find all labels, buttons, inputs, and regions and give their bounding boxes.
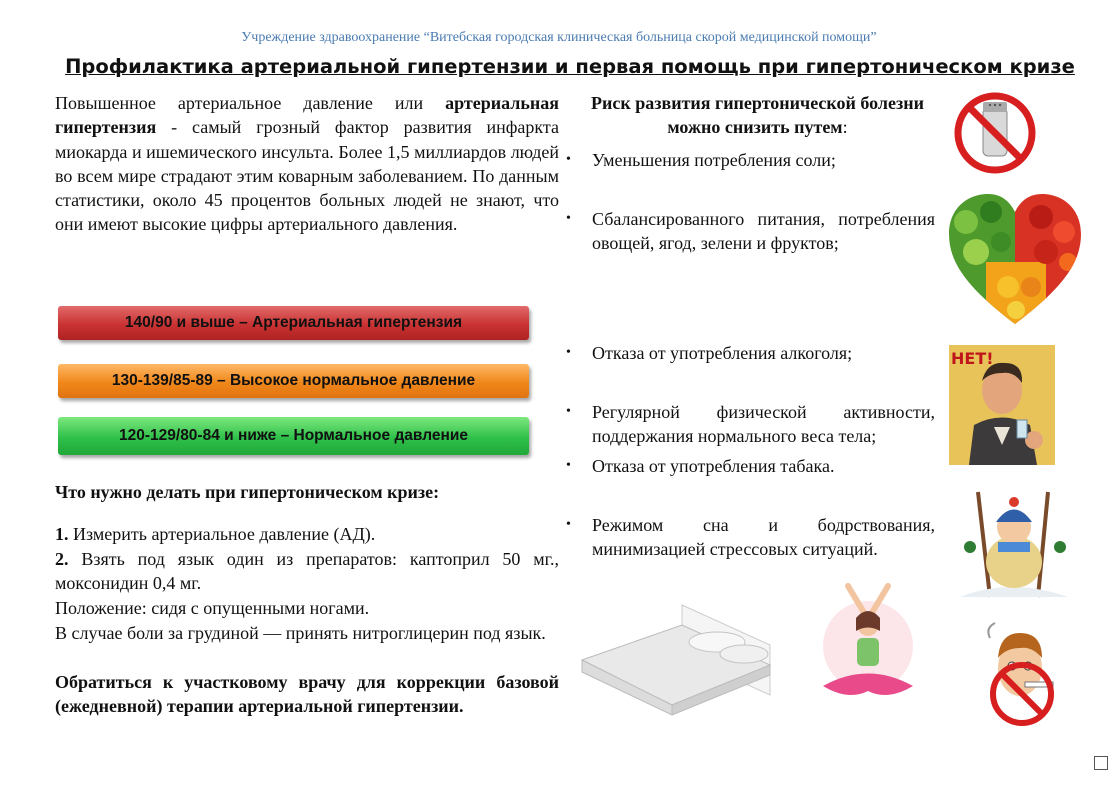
bullet: •	[566, 211, 571, 226]
no-smoking-icon	[970, 618, 1070, 728]
risk-item-text: Режимом сна и бодрствования, минимизацией стрессовых ситуаций.	[592, 515, 935, 560]
pressure-bar-hypertension: 140/90 и выше – Артериальная гипертензия	[58, 306, 529, 340]
step-1-number: 1.	[55, 524, 69, 544]
crisis-step-2	[55, 547, 559, 596]
crisis-heading: Что нужно делать при гипертоническом кризе:	[55, 482, 440, 502]
intro-part2: - самый грозный фактор развития инфаркта миокарда и ишемического инсульта. Более 1,5 миллиардов людей во всем мире страдают этим коварным заболеванием. По данным статистики, около 45 процентов больных людей не знают, что они имеют высокие цифры артериального давления.	[55, 117, 559, 235]
risk-item-text: Регулярной физической активности, поддержания нормального веса тела;	[592, 402, 935, 447]
risk-item	[566, 207, 935, 256]
risk-heading	[585, 91, 930, 139]
poster-caption: НЕТ!	[951, 349, 994, 368]
bullet: •	[566, 517, 571, 532]
risk-heading-colon: :	[842, 117, 848, 137]
skier-icon	[950, 487, 1078, 602]
risk-item	[566, 513, 935, 562]
intro-paragraph	[55, 91, 559, 237]
risk-item	[566, 148, 935, 172]
risk-item-text: Сбалансированного питания, потребления овощей, ягод, зелени и фруктов;	[592, 209, 935, 254]
no-salt-icon	[950, 90, 1040, 176]
intro-bold-term: артериальная гипертензия	[55, 93, 559, 138]
step-1-text: Измерить артериальное давление (АД).	[68, 524, 376, 544]
step-2-number: 2.	[55, 549, 69, 569]
crisis-consult: Обратиться к участковому врачу для коррекции базовой (ежедневной) терапии артериальной гипертензии.	[55, 672, 559, 717]
risk-item-text: Отказа от употребления табака.	[592, 456, 835, 476]
pressure-bar-high-normal: 130-139/85-89 – Высокое нормальное давление	[58, 364, 529, 398]
crisis-position: Положение: сидя с опущенными ногами.	[55, 598, 370, 618]
bullet: •	[566, 458, 571, 473]
bullet: •	[566, 152, 571, 167]
bullet: •	[566, 345, 571, 360]
crisis-step-1	[55, 522, 559, 546]
crisis-chest-pain: В случае боли за грудиной — принять нитроглицерин под язык.	[55, 623, 546, 643]
risk-heading-text: Риск развития гипертонической болезни можно снизить путем	[591, 93, 924, 137]
risk-item	[566, 454, 935, 478]
risk-item-text: Уменьшения потребления соли;	[592, 150, 836, 170]
bullet: •	[566, 404, 571, 419]
vegetable-heart-icon	[946, 192, 1084, 330]
intro-part1: Повышенное артериальное давление или	[55, 93, 446, 113]
yoga-woman-icon	[818, 576, 918, 711]
step-2-text: Взять под язык один из препаратов: каптоприл 50 мг., моксонидин 0,4 мг.	[55, 549, 559, 594]
page-corner-marker	[1094, 756, 1108, 770]
bed-icon	[572, 600, 772, 718]
risk-item	[566, 341, 935, 365]
risk-item	[566, 400, 935, 449]
pressure-bar-normal: 120-129/80-84 и ниже – Нормальное давление	[58, 417, 529, 455]
institution-name: Учреждение здравоохранение “Витебская городская клиническая больница скорой медицинской помощи”	[241, 30, 877, 45]
page-title: Профилактика артериальной гипертензии и первая помощь при гипертоническом кризе	[65, 55, 1075, 78]
risk-item-text: Отказа от употребления алкоголя;	[592, 343, 853, 363]
